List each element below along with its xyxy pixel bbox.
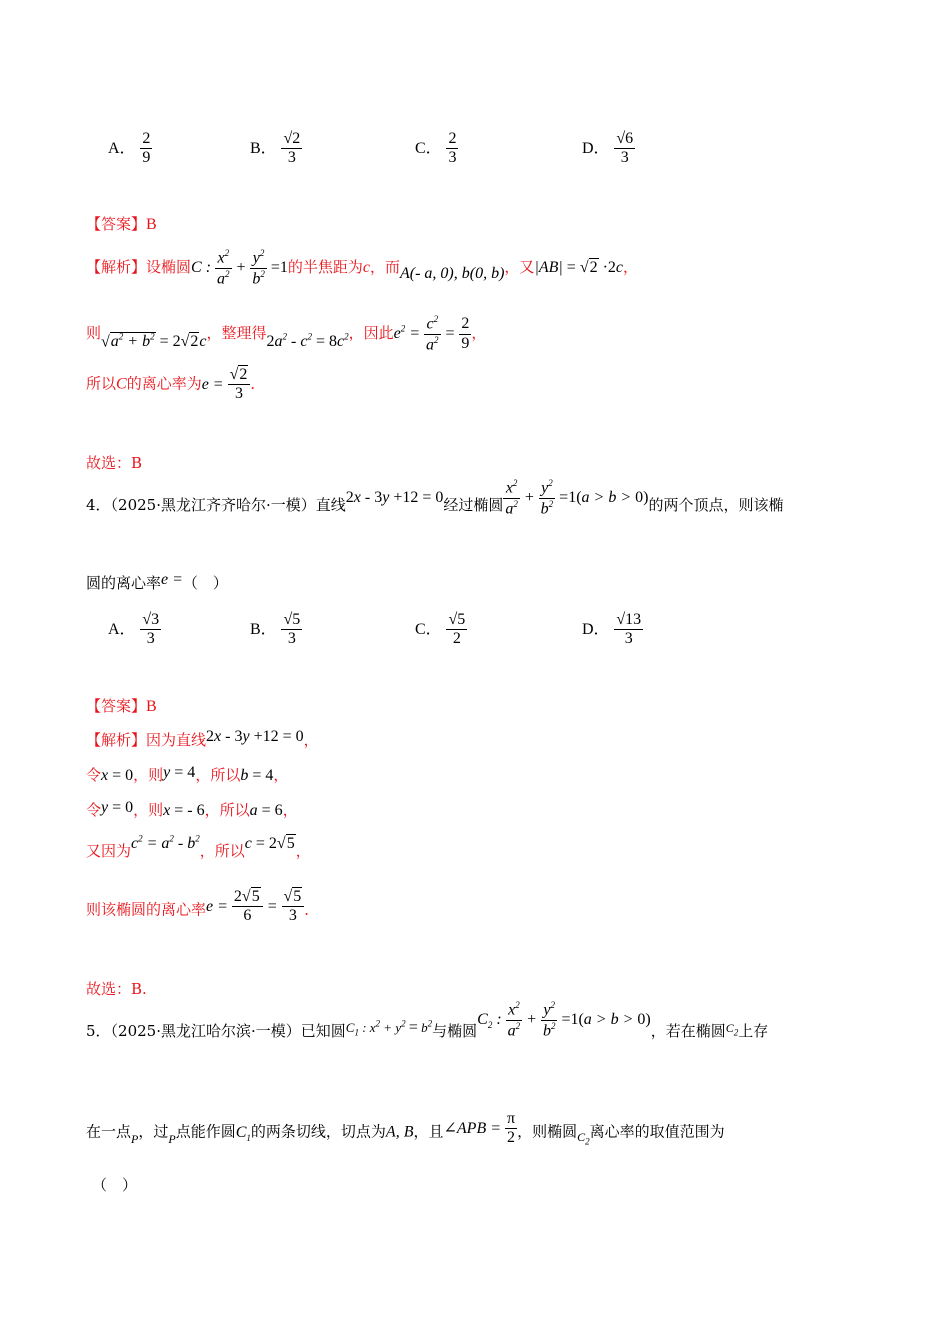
q4-analysis-line-5: 则该椭圆的离心率e = $\frac{2√5}{6}$ = $\frac{√5}{3}$ ． bbox=[86, 888, 320, 925]
q3-option-b: B． $\frac{√2}{3}$ bbox=[250, 130, 301, 167]
q4-option-a-value: $\frac{√3}{3}$ bbox=[142, 611, 160, 648]
q3-option-b-value: $\frac{√2}{3}$ bbox=[283, 130, 301, 167]
q4-conclusion: 故选：B. bbox=[86, 980, 147, 998]
q4-analysis-line-4: 又因为$c^2 = a^2 - b^2$，所以c = 2√5， bbox=[86, 833, 311, 860]
q4-answer: 【答案】B bbox=[86, 697, 157, 715]
q3-option-d: D． $\frac{√6}{3}$ bbox=[582, 130, 634, 167]
q4-option-b: B． $\frac{√5}{3}$ bbox=[250, 611, 301, 648]
q4-option-d-value: $\frac{√13}{3}$ bbox=[616, 611, 642, 648]
q4-stem-line-2: 圆的离心率e =（ ） bbox=[86, 571, 228, 592]
q4-option-c-value: $\frac{√5}{2}$ bbox=[448, 611, 466, 648]
q3-option-a: A． $\frac{2}{9}$ bbox=[108, 130, 151, 167]
q3-analysis-line-1: 【解析】设椭圆C : $\frac{x^2}{a^2}$ + $\frac{y^2}{b^2}$ =1的半焦距为c，而A(- a, 0), b(0, b)，又|AB| = √2 ·2c， bbox=[86, 248, 639, 288]
q4-stem-line-1: 4．（2025·黑龙江齐齐哈尔·一模）直线2x - 3y +12 = 0经过椭圆 $\frac{x^2}{a^2}$ + $\frac{y^2}{b^2}$ =1(a > b > 0)的两个顶点，则该椭 bbox=[86, 478, 784, 518]
q3-option-d-value: $\frac{√6}{3}$ bbox=[616, 130, 634, 167]
q3-analysis-line-2: 则$√a^2 + b^2 = 2√2c$，整理得$2a^2 - c^2 = 8c^2$，因此$e^2$ = $\frac{c^2}{a^2}$ = $\frac{2}{9}$ ， bbox=[86, 314, 487, 354]
q3-conclusion: 故选：B bbox=[86, 454, 143, 472]
q3-answer: 【答案】B bbox=[86, 215, 157, 233]
q5-stem-line-3: （ ） bbox=[92, 1176, 138, 1194]
q5-stem-line-1: 5．（2025·黑龙江哈尔滨·一模）已知圆$C_1$ : $x^2 + y^2 = b^2$与椭圆$C_2$ : $\frac{x^2}{a^2}$ + $\frac{y^2}{b^2}$ =1(a > b > 0)，若在椭圆$^{C_2}$上存 bbox=[86, 1000, 769, 1040]
q4-option-d: D． $\frac{√13}{3}$ bbox=[582, 611, 642, 648]
q3-analysis-line-3: 所以C的离心率为e = $\frac{√2}{3}$ ． bbox=[86, 366, 266, 403]
q4-analysis-line-3: 令y = 0，则x = - 6，所以a = 6， bbox=[86, 799, 298, 819]
q3-option-c-value: $\frac{2}{3}$ bbox=[448, 130, 457, 167]
q3-option-a-value: $\frac{2}{9}$ bbox=[142, 130, 151, 167]
q5-stem-line-2: 在一点$_P$，过$_P$点能作圆$C_1$的两条切线，切点为A, B，且∠APB = $\frac{\pi}{2}$ ，则椭圆$_{C_2}$离心率的取值范围为 bbox=[86, 1110, 725, 1147]
q4-option-b-value: $\frac{√5}{3}$ bbox=[283, 611, 301, 648]
q4-option-c: C． $\frac{√5}{2}$ bbox=[415, 611, 466, 648]
q4-analysis-line-2: 令x = 0，则y = 4，所以b = 4， bbox=[86, 764, 289, 784]
q4-analysis-line-1: 【解析】因为直线2x - 3y +12 = 0， bbox=[86, 728, 319, 749]
q3-option-c: C． $\frac{2}{3}$ bbox=[415, 130, 457, 167]
ellipse-equation: C : $\frac{x^2}{a^2}$ + $\frac{y^2}{b^2}$ =1 bbox=[191, 248, 288, 288]
q4-option-a: A． $\frac{√3}{3}$ bbox=[108, 611, 160, 648]
